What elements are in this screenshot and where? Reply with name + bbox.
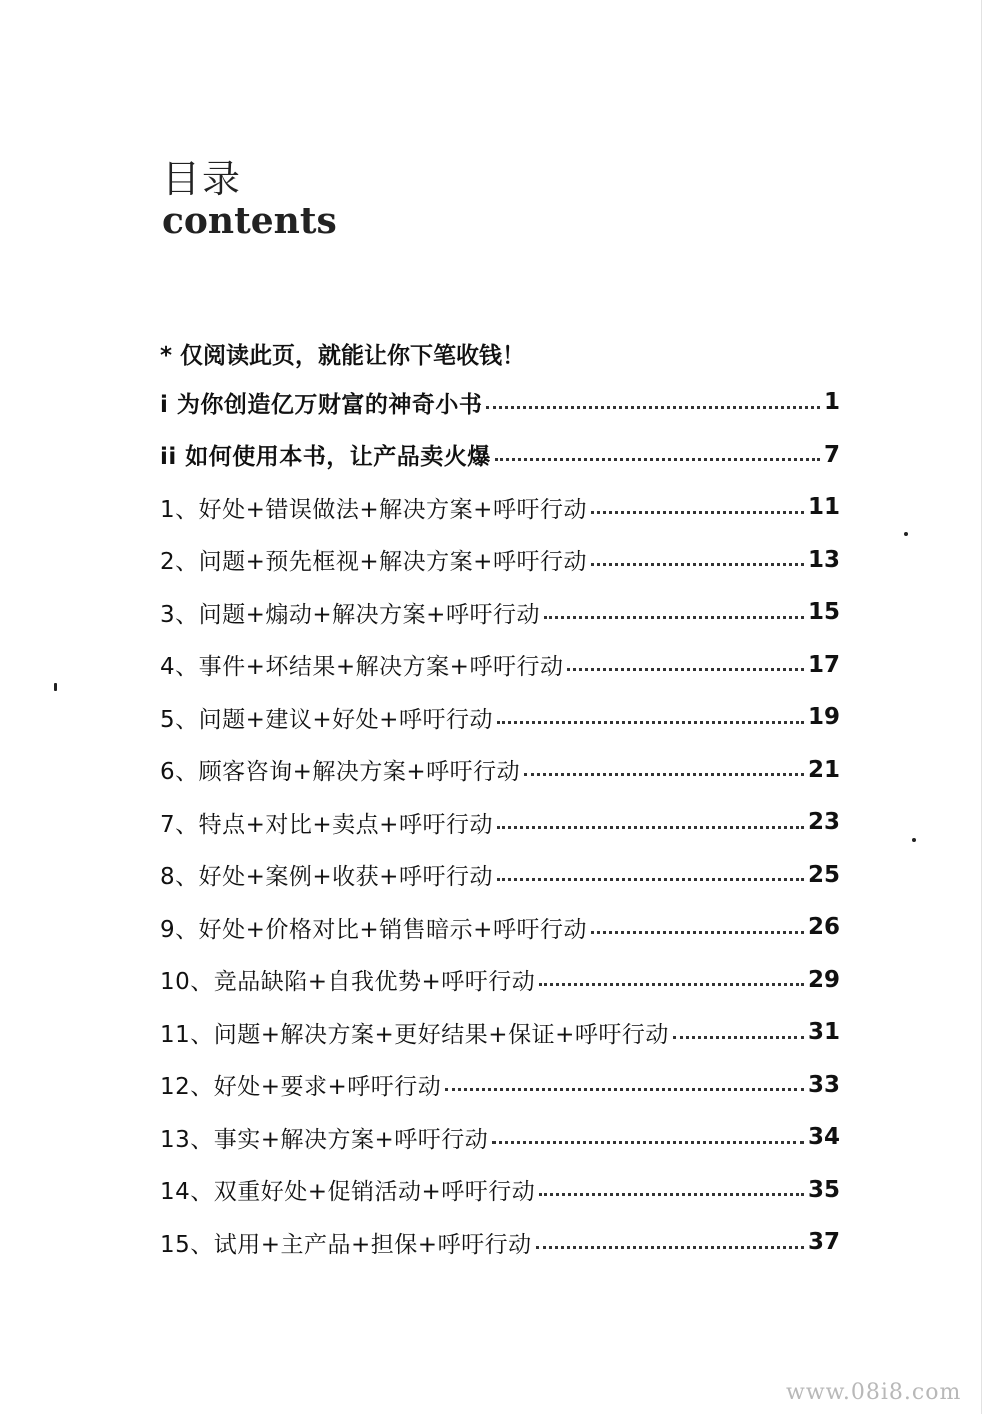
toc-entry[interactable]: [160, 1059, 840, 1112]
toc-entry-title: 1、好处+错误做法+解决方案+呼吁行动: [160, 496, 587, 523]
toc-entry-title: 10、竞品缺陷+自我优势+呼吁行动: [160, 969, 536, 996]
toc-entry-title: 15、试用+主产品+担保+呼吁行动: [160, 1231, 532, 1258]
toc-dot-leader: [591, 931, 804, 934]
toc-page-number: 33: [807, 1071, 840, 1098]
toc-dot-leader: [539, 983, 804, 986]
toc-page-number: 15: [807, 599, 840, 626]
page-edge-line: [981, 0, 982, 1414]
toc-dot-leader: [497, 878, 804, 881]
toc-page-number: 37: [807, 1229, 840, 1256]
toc-entry[interactable]: [160, 849, 840, 902]
toc-dot-leader: [486, 406, 820, 409]
toc-entry[interactable]: [160, 1111, 840, 1164]
toc-entry[interactable]: [160, 639, 840, 692]
toc-entry[interactable]: [160, 691, 840, 744]
toc-page-number: 7: [823, 441, 840, 468]
toc-dot-leader: [495, 458, 820, 461]
toc-entry[interactable]: [160, 586, 840, 639]
toc-page-number: 23: [807, 809, 840, 836]
toc-entry-title: 4、事件+坏结果+解决方案+呼吁行动: [160, 654, 564, 681]
toc-dot-leader: [591, 563, 804, 566]
toc-intro-line: * 仅阅读此页，就能让你下笔收钱！: [160, 343, 526, 369]
toc-page-number: 11: [807, 494, 840, 521]
toc-entry[interactable]: [160, 1216, 840, 1269]
toc-page-number: 29: [807, 966, 840, 993]
toc-entry-title: 12、好处+要求+呼吁行动: [160, 1074, 442, 1101]
toc-entry[interactable]: [160, 954, 840, 1007]
toc-entry[interactable]: [160, 481, 840, 534]
toc-dot-leader: [539, 1193, 804, 1196]
toc-entry-title: 5、问题+建议+好处+呼吁行动: [160, 706, 493, 733]
toc-entry[interactable]: [160, 744, 840, 797]
toc-entry-title: 7、特点+对比+卖点+呼吁行动: [160, 811, 493, 838]
toc-dot-leader: [544, 616, 804, 619]
toc-page-number: 19: [807, 704, 840, 731]
toc-entry[interactable]: [160, 796, 840, 849]
toc-page-number: 31: [807, 1019, 840, 1046]
page-title-chinese: 目录: [162, 157, 243, 201]
toc-page-number: 34: [807, 1124, 840, 1151]
toc-entry[interactable]: [160, 376, 840, 429]
toc-entry-title: 9、好处+价格对比+销售暗示+呼吁行动: [160, 916, 587, 943]
toc-entry[interactable]: [160, 901, 840, 954]
toc-page-number: 25: [807, 861, 840, 888]
toc-dot-leader: [536, 1246, 804, 1249]
scan-speck: [54, 683, 57, 691]
toc-dot-leader: [492, 1141, 804, 1144]
toc-entry-title: 3、问题+煽动+解决方案+呼吁行动: [160, 601, 540, 628]
toc-dot-leader: [497, 721, 804, 724]
toc-dot-leader: [524, 773, 804, 776]
scan-speck: [904, 532, 908, 536]
toc-entry-title: 2、问题+预先框视+解决方案+呼吁行动: [160, 549, 587, 576]
scan-speck: [912, 838, 916, 842]
site-watermark: www.08i8.com: [786, 1380, 962, 1405]
toc-entry-title: ii 如何使用本书，让产品卖火爆: [160, 444, 491, 471]
toc-page-number: 26: [807, 914, 840, 941]
toc-page-number: 1: [823, 389, 840, 416]
toc-page-number: 35: [807, 1176, 840, 1203]
toc-entry-title: 6、顾客咨询+解决方案+呼吁行动: [160, 759, 521, 786]
toc-entry-title: 13、事实+解决方案+呼吁行动: [160, 1126, 489, 1153]
toc-page-number: 13: [807, 546, 840, 573]
toc-dot-leader: [445, 1088, 804, 1091]
toc-entry[interactable]: [160, 429, 840, 482]
toc-dot-leader: [673, 1036, 804, 1039]
toc-page-number: 17: [807, 651, 840, 678]
page-title-english: contents: [162, 200, 337, 242]
toc-entry-title: i 为你创造亿万财富的神奇小书: [160, 391, 483, 418]
toc-entry-title: 8、好处+案例+收获+呼吁行动: [160, 864, 493, 891]
toc-entry-title: 11、问题+解决方案+更好结果+保证+呼吁行动: [160, 1021, 669, 1048]
toc-entry[interactable]: [160, 534, 840, 587]
toc-page-number: 21: [807, 756, 840, 783]
toc-dot-leader: [567, 668, 804, 671]
toc-entry[interactable]: [160, 1006, 840, 1059]
toc-dot-leader: [591, 511, 804, 514]
table-of-contents: [160, 336, 840, 1269]
toc-entry[interactable]: [160, 1164, 840, 1217]
toc-dot-leader: [497, 826, 804, 829]
toc-entry-title: 14、双重好处+促销活动+呼吁行动: [160, 1179, 536, 1206]
